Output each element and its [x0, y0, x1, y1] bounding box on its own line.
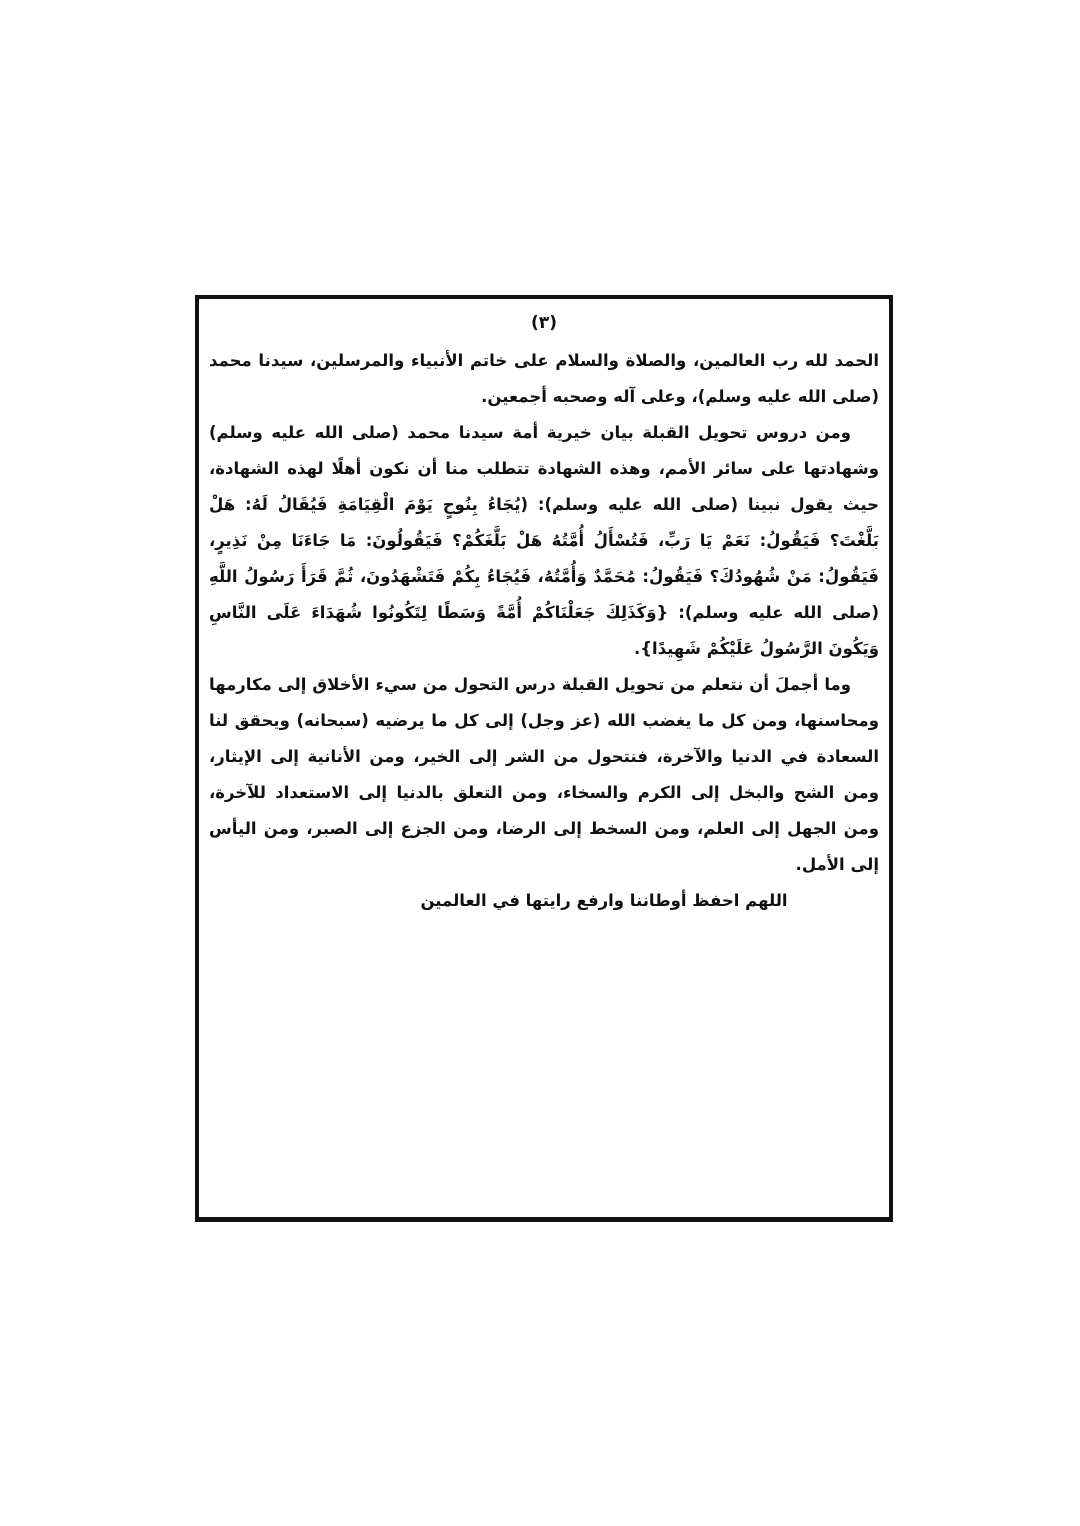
testimony-paragraph: ومن دروس تحويل القبلة بيان خيرية أمة سيدنا محمد (صلى الله عليه وسلم) وشهادتها على سائر الأمم، وهذه الشهادة تتطلب منا أن نكون أهلًا لهذه الشهادة، حيث يقول نبينا (صلى الله عليه وسلم): (يُجَاءُ بِنُوحٍ يَوْمَ الْقِيَامَةِ فَيُقَالُ لَهُ: هَلْ بَلَّغْتَ؟ فَيَقُولُ: نَعَمْ يَا رَبِّ، فَتُسْأَلُ أُمَّتُهُ هَلْ بَلَّغَكُمْ؟ فَيَقُولُونَ: مَا جَاءَنَا مِنْ نَذِيرٍ، فَيَقُولُ: مَنْ شُهُودُكَ؟ فَيَقُولُ: مُحَمَّدٌ وَأُمَّتُهُ، فَيُجَاءُ بِكُمْ فَتَشْهَدُونَ، ثُمَّ قَرَأَ رَسُولُ اللَّهِ (صلى الله عليه وسلم): {وَكَذَلِكَ جَعَلْنَاكُمْ أُمَّةً وَسَطًا لِتَكُونُوا شُهَدَاءَ عَلَى النَّاسِ وَيَكُونَ الرَّسُولُ عَلَيْكُمْ شَهِيدًا}.	[209, 423, 879, 658]
closing-prayer: اللهم احفظ أوطاننا وارفع رايتها في العالمين	[420, 891, 788, 910]
opening-paragraph: الحمد لله رب العالمين، والصلاة والسلام على خاتم الأنبياء والمرسلين، سيدنا محمد (صلى الله عليه وسلم)، وعلى آله وصحبه أجمعين.	[209, 351, 879, 406]
page-number: (٣)	[531, 313, 557, 333]
document-body	[209, 343, 879, 919]
document-frame	[195, 295, 893, 1222]
transformation-paragraph: وما أجملَ أن نتعلم من تحويل القبلة درس التحول من سيء الأخلاق إلى مكارمها ومحاسنها، ومن كل ما يغضب الله (عز وجل) إلى كل ما يرضيه (سبحانه) ويحقق لنا السعادة في الدنيا والآخرة، فنتحول من الشر إلى الخير، ومن الأنانية إلى الإيثار، ومن الشح والبخل إلى الكرم والسخاء، ومن التعلق بالدنيا إلى الاستعداد للآخرة، ومن الجهل إلى العلم، ومن السخط إلى الرضا، ومن الجزع إلى الصبر، ومن اليأس إلى الأمل.	[209, 675, 879, 874]
